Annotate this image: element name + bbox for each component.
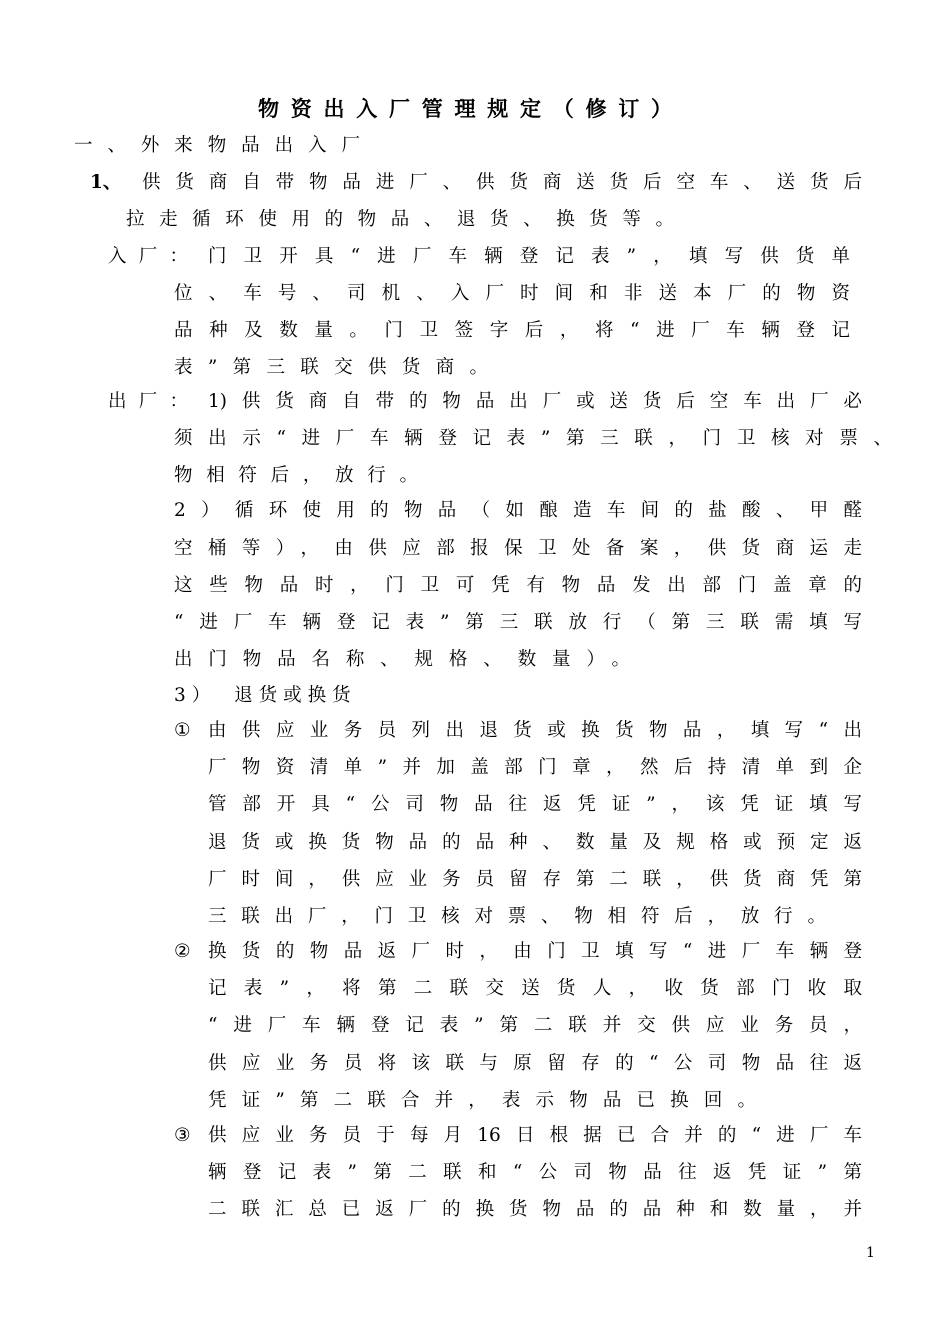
text-line: 凭证”第二联合并，表示物品已换回。 xyxy=(208,1090,756,1111)
subheading: 3） 退货或换货 xyxy=(174,685,357,706)
item-number: 1、 xyxy=(90,172,122,193)
text-line: 由供应业务员列出退货或换货物品，填写“出 xyxy=(208,720,862,741)
circled-mark: ① xyxy=(174,720,191,741)
text-line: 辆登记表”第二联和“公司物品往返凭证”第 xyxy=(208,1162,862,1183)
text-line: 表”第三联交供货商。 xyxy=(174,357,488,378)
text-line: 位、车号、司机、入厂时间和非送本厂的物资 xyxy=(174,283,850,304)
circled-mark: ② xyxy=(174,941,191,962)
page-title: 物资出入厂管理规定（修订） xyxy=(258,96,672,121)
text-line: 出门物品名称、规格、数量）。 xyxy=(174,649,630,670)
text-line: “进厂车辆登记表”第三联放行（第三联需填写 xyxy=(174,612,862,633)
text-line: 厂时间，供应业务员留存第二联，供货商凭第 xyxy=(208,869,862,890)
text-line: 厂物资清单”并加盖部门章，然后持清单到企 xyxy=(208,757,862,778)
section-heading: 一、外来物品出入厂 xyxy=(74,135,360,156)
circled-mark: ③ xyxy=(174,1125,191,1146)
text-line: 2）循环使用的物品（如酿造车间的盐酸、甲醛 xyxy=(174,500,862,521)
text-line: “进厂车辆登记表”第二联并交供应业务员， xyxy=(208,1015,862,1036)
text-line: 管部开具“公司物品往返凭证”，该凭证填写 xyxy=(208,794,862,815)
exit-label: 出厂： xyxy=(108,391,188,412)
text-line: 空桶等），由供应部报保卫处备案，供货商运走 xyxy=(174,538,862,559)
text-line: 这些物品时，门卫可凭有物品发出部门盖章的 xyxy=(174,575,862,596)
text-line: 物相符后，放行。 xyxy=(174,465,418,486)
text-line: 门卫开具“进厂车辆登记表”，填写供货单 xyxy=(208,246,850,267)
page-number: 1 xyxy=(866,1245,875,1261)
text-line: 换货的物品返厂时，由门卫填写“进厂车辆登 xyxy=(208,941,862,962)
text-line: 供货商自带物品进厂、供货商送货后空车、送货后 xyxy=(142,172,862,193)
text-line: 拉走循环使用的物品、退货、换货等。 xyxy=(126,209,674,230)
text-line: 三联出厂，门卫核对票、物相符后，放行。 xyxy=(208,906,826,927)
text-line: 品种及数量。门卫签字后，将“进厂车辆登记 xyxy=(174,320,850,341)
text-line: 供应业务员于每月16日根据已合并的“进厂车 xyxy=(208,1125,862,1146)
text-line: 二联汇总已返厂的换货物品的品种和数量，并 xyxy=(208,1199,862,1220)
text-line: 记表”，将第二联交送货人，收货部门收取 xyxy=(208,978,862,999)
text-line: 供应业务员将该联与原留存的“公司物品往返 xyxy=(208,1053,862,1074)
text-line: 1)供货商自带的物品出厂或送货后空车出厂必 xyxy=(208,391,862,412)
text-line: 退货或换货物品的品种、数量及规格或预定返 xyxy=(208,832,862,853)
text-line: 须出示“进厂车辆登记表”第三联，门卫核对票、 xyxy=(174,428,892,449)
entry-label: 入厂： xyxy=(108,246,188,267)
